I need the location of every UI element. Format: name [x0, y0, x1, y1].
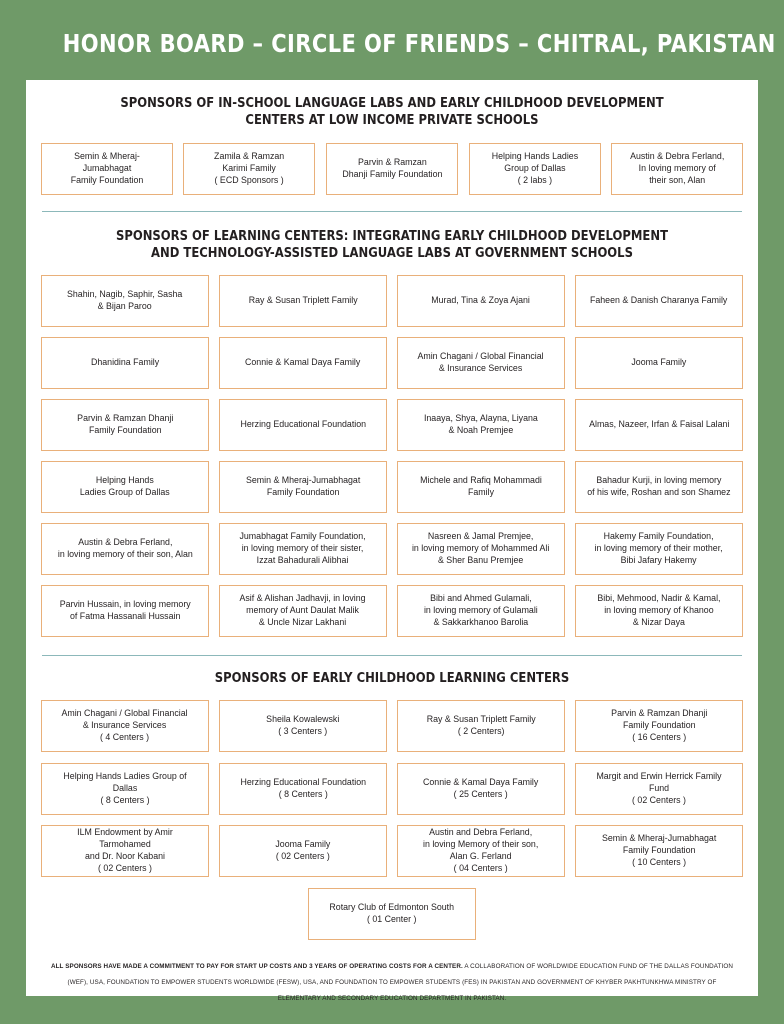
sponsor-card: [397, 523, 565, 575]
page-title: HONOR BOARD – CIRCLE OF FRIENDS – CHITRAL, PAKISTAN: [62, 29, 776, 58]
sponsor-card: [41, 143, 173, 195]
footer-collaboration-text: A COLLABORATION OF WORLDWIDE EDUCATION FUND OF THE DALLAS FOUNDATION (WEF), USA, FOUNDATION TO EMPOWER STUDENTS WORLDWIDE (FESW), USA, AND FOUNDATION TO EMPOWER STUDENTS (FES) IN PAKISTAN AND GOVERNMENT OF KHYBER PAKHTUNKHWA MINISTRY OF ELEMENTARY AND SECONDARY EDUCATION DEPARTMENT IN PAKISTAN.: [67, 963, 734, 1002]
sponsor-card: [41, 763, 209, 815]
sponsor-card: [219, 825, 387, 877]
sponsor-card: [41, 399, 209, 451]
sponsor-name: Inaaya, Shya, Alayna, Liyana & Noah Premjee: [424, 413, 538, 436]
sponsor-card: [575, 585, 743, 637]
sponsor-card: [219, 700, 387, 752]
sponsor-card: [183, 143, 315, 195]
sponsor-name: Bibi, Mehmood, Nadir & Kamal, in loving memory of Khanoo & Nizar Daya: [597, 593, 721, 628]
sponsor-name: Dhanidina Family: [90, 357, 160, 368]
sponsor-card: [397, 337, 565, 389]
sponsor-name: Helping Hands Ladies Group of Dallas ( 2 labs ): [491, 151, 579, 186]
sponsor-card: [575, 700, 743, 752]
sponsor-card: [611, 143, 743, 195]
sponsor-name: Michele and Rafiq Mohammadi Family: [420, 475, 542, 498]
sponsor-card: [397, 825, 565, 877]
sponsor-card: [397, 763, 565, 815]
sponsor-name: Margit and Erwin Herrick Family Fund ( 02 Centers ): [596, 771, 722, 806]
sponsor-name: Semin & Mheraj-Jumabhagat Family Foundation ( 10 Centers ): [601, 833, 717, 868]
sponsor-name: Herzing Educational Foundation ( 8 Centers ): [240, 777, 366, 800]
sponsor-card: [41, 461, 209, 513]
footer-commitment-text: ALL SPONSORS HAVE MADE A COMMITMENT TO PAY FOR START UP COSTS AND 3 YEARS OF OPERATING COSTS FOR A CENTER.: [50, 963, 463, 970]
sponsor-card: [575, 523, 743, 575]
sponsor-name: Helping Hands Ladies Group of Dallas: [80, 475, 170, 498]
sponsor-card: [397, 585, 565, 637]
sponsor-name: Amin Chagani / Global Financial & Insurance Services ( 4 Centers ): [61, 708, 189, 743]
sponsor-card: [41, 825, 209, 877]
sponsor-name: Jumabhagat Family Foundation, in loving memory of their sister, Izzat Bahadurali Alibhai: [239, 531, 367, 566]
sponsor-name: Sheila Kowalewski ( 3 Centers ): [266, 714, 340, 737]
sponsor-name: Connie & Kamal Daya Family: [245, 357, 361, 368]
sponsor-name: Ray & Susan Triplett Family ( 2 Centers): [426, 714, 536, 737]
sponsor-name: Semin & Mheraj-Jumabhagat Family Foundation: [245, 475, 361, 498]
sponsor-name: Bibi and Ahmed Gulamali, in loving memory of Gulamali & Sakkarkhanoo Barolia: [424, 593, 538, 628]
sponsor-name: Shahin, Nagib, Saphir, Sasha & Bijan Paroo: [67, 289, 183, 312]
sponsor-name: Parvin & Ramzan Dhanji Family Foundation: [76, 413, 174, 436]
sponsor-name: Ray & Susan Triplett Family: [248, 295, 358, 306]
sponsor-card: [41, 337, 209, 389]
sponsor-card: [326, 143, 458, 195]
sponsor-name: Parvin Hussain, in loving memory of Fatma Hassanali Hussain: [59, 599, 191, 622]
sponsor-name: Austin & Debra Ferland, In loving memory of their son, Alan: [629, 151, 725, 186]
sponsor-name: Jooma Family ( 02 Centers ): [275, 839, 331, 862]
sponsor-card: [397, 399, 565, 451]
sponsor-card: [575, 337, 743, 389]
sponsor-name: Nasreen & Jamal Premjee, in loving memory of Mohammed Ali & Sher Banu Premjee: [412, 531, 550, 566]
sponsor-name: Zamila & Ramzan Karimi Family ( ECD Sponsors ): [213, 151, 285, 186]
sponsor-card: [219, 523, 387, 575]
sponsor-card: [397, 275, 565, 327]
sponsor-name: Hakemy Family Foundation, in loving memory of their mother, Bibi Jafary Hakemy: [594, 531, 724, 566]
sponsor-card: [219, 461, 387, 513]
sponsor-name: Rotary Club of Edmonton South ( 01 Center ): [329, 902, 455, 925]
sponsor-name: Murad, Tina & Zoya Ajani: [431, 295, 531, 306]
sponsor-card: [41, 523, 209, 575]
sponsor-card: [219, 337, 387, 389]
sponsor-card: [575, 825, 743, 877]
sponsor-name: Herzing Educational Foundation: [240, 419, 366, 430]
sponsor-name: Jooma Family: [631, 357, 687, 368]
section-divider: [42, 211, 742, 212]
sponsor-card: [41, 275, 209, 327]
section-1-heading: SPONSORS OF IN-SCHOOL LANGUAGE LABS AND EARLY CHILDHOOD DEVELOPMENT CENTERS AT LOW INCOME PRIVATE SCHOOLS: [120, 95, 664, 128]
sponsor-card: [397, 461, 565, 513]
sponsor-name: Bahadur Kurji, in loving memory of his wife, Roshan and son Shamez: [587, 475, 731, 498]
section-2-heading: SPONSORS OF LEARNING CENTERS: INTEGRATING EARLY CHILDHOOD DEVELOPMENT AND TECHNOLOGY-ASSISTED LANGUAGE LABS AT GOVERNMENT SCHOOLS: [115, 228, 669, 261]
sponsor-card: [469, 143, 601, 195]
sponsor-card: [219, 399, 387, 451]
footer-note: [48, 959, 736, 1007]
sponsor-card: [308, 888, 476, 940]
sponsor-card: [219, 585, 387, 637]
sponsor-name: Austin and Debra Ferland, in loving Memory of their son, Alan G. Ferland ( 04 Centers ): [423, 827, 539, 874]
sponsor-name: Connie & Kamal Daya Family ( 25 Centers ): [423, 777, 539, 800]
sponsor-name: Austin & Debra Ferland, in loving memory of their son, Alan: [57, 537, 193, 560]
sponsor-card: [397, 700, 565, 752]
sponsor-card: [575, 275, 743, 327]
sponsor-name: Semin & Mheraj-Jumabhagat Family Foundation: [70, 151, 144, 186]
sponsor-card: [575, 461, 743, 513]
sponsor-name: Parvin & Ramzan Dhanji Family Foundation ( 16 Centers ): [610, 708, 708, 743]
sponsor-name: Amin Chagani / Global Financial & Insurance Services: [417, 351, 545, 374]
sponsor-name: Asif & Alishan Jadhavji, in loving memory of Aunt Daulat Malik & Uncle Nizar Lakhani: [239, 593, 367, 628]
sponsor-name: Faheen & Danish Charanya Family: [590, 295, 728, 306]
sponsor-card: [575, 399, 743, 451]
sponsor-name: Almas, Nazeer, Irfan & Faisal Lalani: [588, 419, 730, 430]
sponsor-name: ILM Endowment by Amir Tarmohamed and Dr. Noor Kabani ( 02 Centers ): [77, 827, 173, 874]
sponsor-card: [41, 585, 209, 637]
sponsor-card: [41, 700, 209, 752]
sponsor-name: Helping Hands Ladies Group of Dallas ( 8 Centers ): [63, 771, 187, 806]
section-3-heading: SPONSORS OF EARLY CHILDHOOD LEARNING CENTERS: [214, 670, 570, 686]
sponsor-card: [575, 763, 743, 815]
sponsor-name: Parvin & Ramzan Dhanji Family Foundation: [341, 157, 443, 180]
section-divider: [42, 655, 742, 656]
sponsor-card: [219, 275, 387, 327]
sponsor-card: [219, 763, 387, 815]
